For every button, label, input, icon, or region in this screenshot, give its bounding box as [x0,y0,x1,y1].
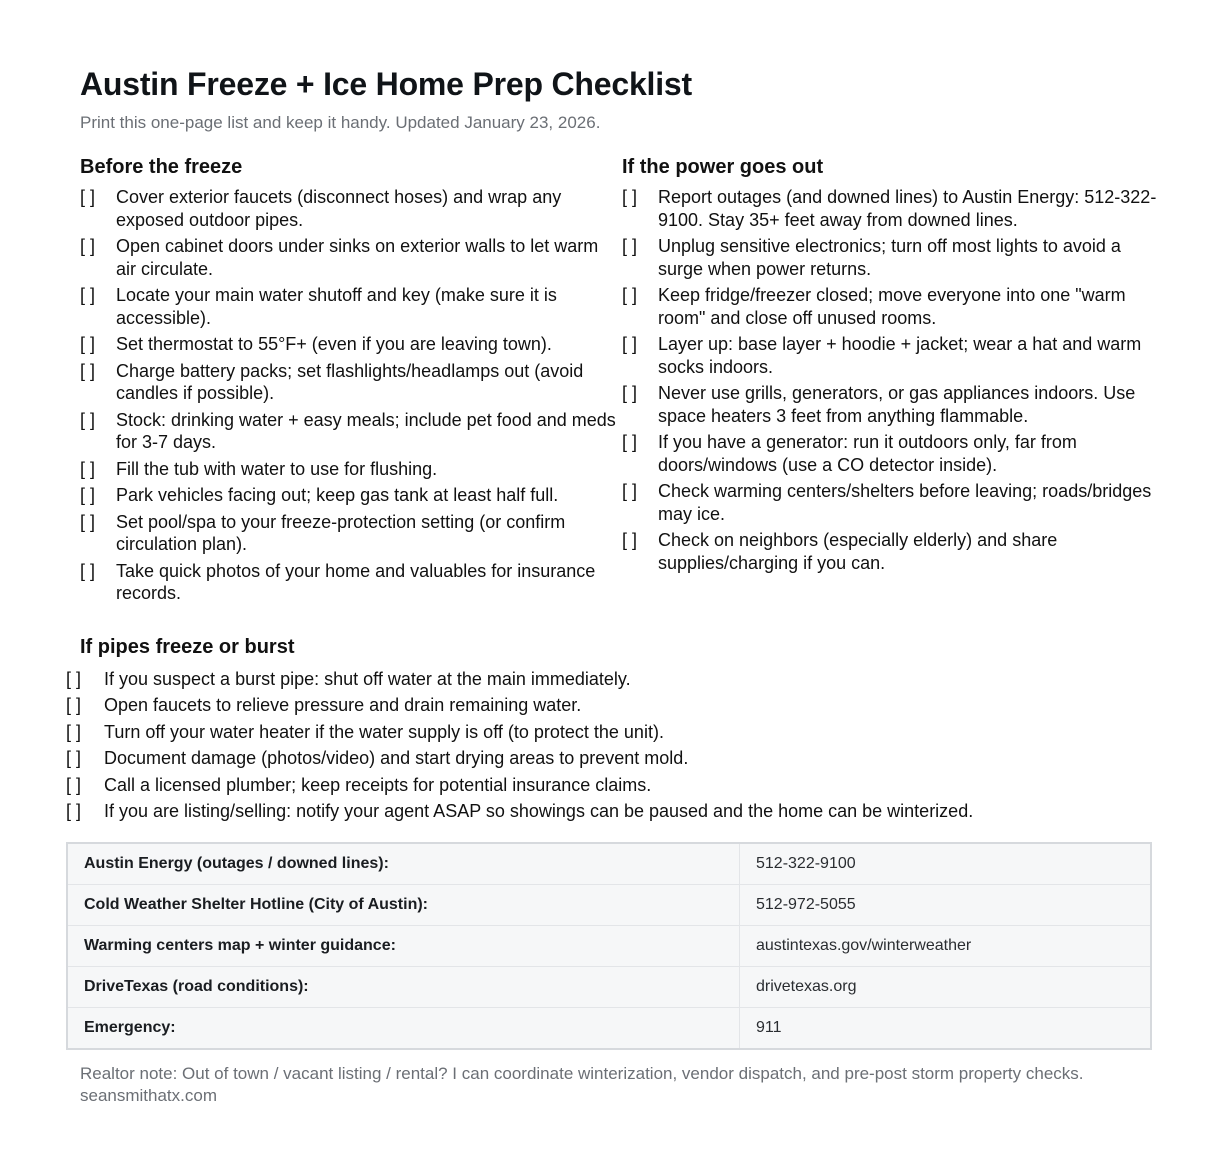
checkbox[interactable]: [ ] [80,458,96,479]
section-title-before-freeze: Before the freeze [80,156,243,178]
checkbox[interactable]: [ ] [622,236,638,256]
checklist-item [66,694,1166,717]
checklist-item [66,774,1166,797]
checkbox[interactable]: [ ] [622,187,638,207]
checklist-item [80,409,618,454]
contact-label: Cold Weather Shelter Hotline (City of Austin): [67,885,740,926]
checklist-item-text: If you suspect a burst pipe: shut off water at the main immediately. [104,669,631,689]
checklist-item [80,333,618,356]
checkbox[interactable]: [ ] [622,383,638,403]
checkbox[interactable]: [ ] [66,800,82,821]
checklist-item-text: Check on neighbors (especially elderly) and share supplies/charging if you can. [658,530,1058,573]
checklist-item-text: Fill the tub with water to use for flushing. [116,458,438,479]
checklist-item [80,360,618,405]
realtor-note: Realtor note: Out of town / vacant listing / rental? I can coordinate winterization, vendor dispatch, and pre-post storm property checks. seansmithatx.com [80,1064,1084,1105]
checklist-item [622,333,1167,378]
checklist-item-text: Keep fridge/freezer closed; move everyone into one "warm room" and close off unused rooms. [658,285,1126,328]
checkbox[interactable]: [ ] [80,236,96,256]
power-out-list [622,186,1167,574]
checkbox[interactable]: [ ] [80,360,96,381]
checklist-item-text: Check warming centers/shelters before leaving; roads/bridges may ice. [658,481,1152,524]
checklist-item-text: Set pool/spa to your freeze-protection setting (or confirm circulation plan). [116,511,566,554]
checkbox[interactable]: [ ] [66,669,82,689]
table-row [67,843,1151,885]
contact-label: Austin Energy (outages / downed lines): [67,843,740,885]
checkbox[interactable]: [ ] [80,485,96,505]
checklist-item-text: Locate your main water shutoff and key (make sure it is accessible). [116,285,557,328]
checklist-item [66,721,1166,744]
checklist-item-text: Open cabinet doors under sinks on exterior walls to let warm air circulate. [116,236,599,279]
checklist-item-text: Never use grills, generators, or gas appliances indoors. Use space heaters 3 feet from anything flammable. [658,383,1136,426]
contact-label: DriveTexas (road conditions): [67,967,740,1008]
checkbox[interactable]: [ ] [66,748,82,769]
checklist-item-text: If you are listing/selling: notify your agent ASAP so showings can be paused and the home can be winterized. [104,800,974,821]
checklist-item-text: Layer up: base layer + hoodie + jacket; wear a hat and warm socks indoors. [658,334,1142,377]
contact-value: drivetexas.org [740,967,1152,1008]
checklist-item-text: Call a licensed plumber; keep receipts for potential insurance claims. [104,774,652,795]
checklist-item [622,480,1167,525]
checklist-item-text: If you have a generator: run it outdoors only, far from doors/windows (use a CO detector inside). [658,432,1077,475]
checklist-item-text: Stock: drinking water + easy meals; include pet food and meds for 3-7 days. [116,409,616,452]
checklist-item [622,186,1167,231]
checkbox[interactable]: [ ] [622,481,638,501]
checklist-item-text: Turn off your water heater if the water supply is off (to protect the unit). [104,721,664,742]
checklist-item [80,484,618,507]
table-row [67,885,1151,926]
pipes-section [66,636,1166,826]
checkbox[interactable]: [ ] [80,285,96,305]
checkbox[interactable]: [ ] [80,187,96,207]
checkbox[interactable]: [ ] [66,695,82,716]
checklist-item [622,431,1167,476]
checklist-item [622,235,1167,280]
checklist-item-text: Cover exterior faucets (disconnect hoses) and wrap any exposed outdoor pipes. [116,187,562,230]
checklist-item [80,458,618,481]
table-row [67,926,1151,967]
checkbox[interactable]: [ ] [622,285,638,305]
checklist-item [80,284,618,329]
before-freeze-section [80,156,618,609]
checklist-item [622,284,1167,329]
checklist-item [66,747,1166,770]
table-row [67,1008,1151,1050]
section-title-power-out: If the power goes out [622,156,824,178]
before-freeze-list [80,186,618,605]
checklist-item [80,235,618,280]
checkbox[interactable]: [ ] [80,560,96,581]
checklist-item [80,511,618,556]
checklist-item [80,186,618,231]
checkbox[interactable]: [ ] [622,432,638,452]
checkbox[interactable]: [ ] [622,530,638,550]
contacts-table [66,842,1152,1050]
checkbox[interactable]: [ ] [66,721,82,742]
checkbox[interactable]: [ ] [622,334,638,354]
checklist-item-text: Charge battery packs; set flashlights/headlamps out (avoid candles if possible). [116,360,584,403]
checklist-item [622,382,1167,427]
contact-value: 512-322-9100 [740,843,1152,885]
checklist-item-text: Take quick photos of your home and valuables for insurance records. [116,560,596,603]
checklist-item-text: Open faucets to relieve pressure and drain remaining water. [104,695,582,716]
table-row [67,967,1151,1008]
checklist-item-text: Report outages (and downed lines) to Austin Energy: 512-322-9100. Stay 35+ feet away from downed lines. [658,187,1157,230]
power-out-section [622,156,1167,578]
checklist-item-text: Park vehicles facing out; keep gas tank at least half full. [116,485,559,505]
checklist-item [622,529,1167,574]
contact-value: austintexas.gov/winterweather [740,926,1152,967]
pipes-list [66,668,1166,822]
contact-value: 512-972-5055 [740,885,1152,926]
page-subtitle: Print this one-page list and keep it handy. Updated January 23, 2026. [80,113,601,132]
checklist-item [66,800,1166,823]
checklist-item-text: Unplug sensitive electronics; turn off most lights to avoid a surge when power returns. [658,236,1121,279]
page-title: Austin Freeze + Ice Home Prep Checklist [80,66,692,102]
checklist-item [80,560,618,605]
checkbox[interactable]: [ ] [80,511,96,532]
checklist-item [66,668,1166,691]
contact-label: Emergency: [67,1008,740,1050]
checklist-item-text: Set thermostat to 55°F+ (even if you are leaving town). [116,334,552,354]
contact-value: 911 [740,1008,1152,1050]
checkbox[interactable]: [ ] [66,774,82,795]
checkbox[interactable]: [ ] [80,409,96,430]
contact-label: Warming centers map + winter guidance: [67,926,740,967]
checklist-item-text: Document damage (photos/video) and start drying areas to prevent mold. [104,748,689,769]
section-title-pipes: If pipes freeze or burst [80,636,295,658]
checkbox[interactable]: [ ] [80,334,96,354]
